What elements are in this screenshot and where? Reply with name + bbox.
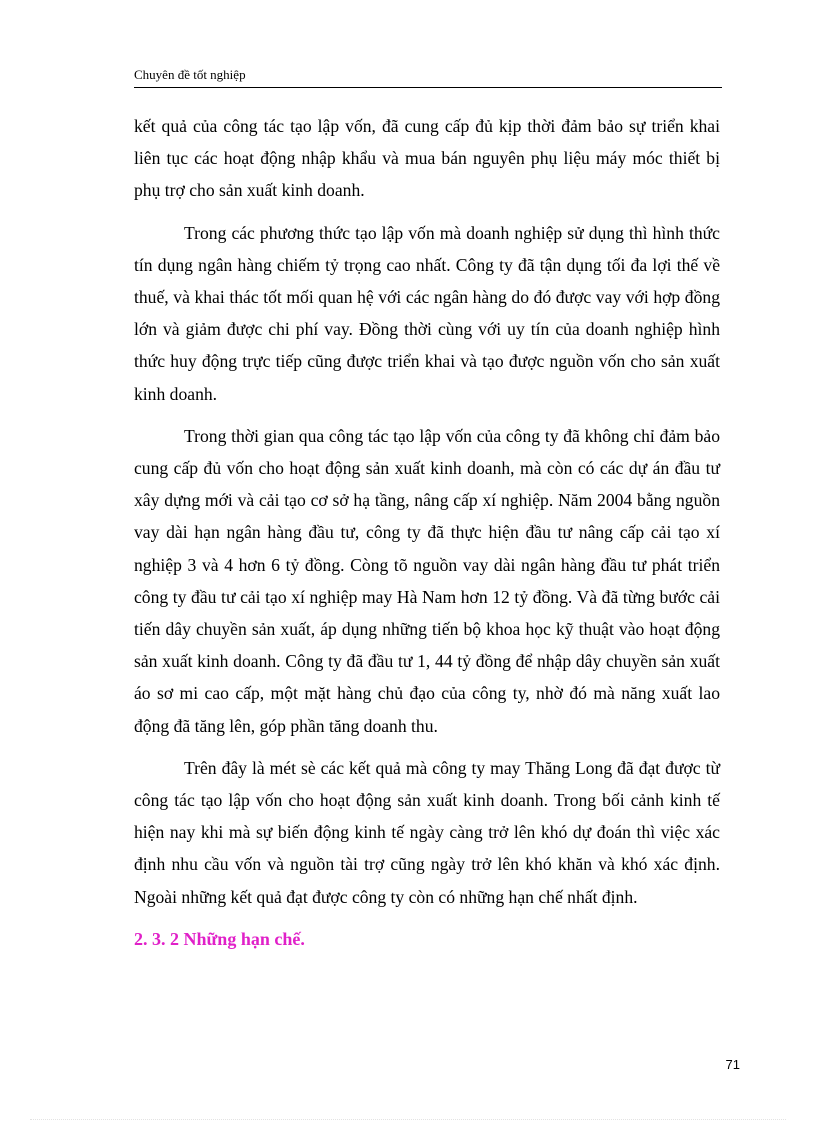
section-heading: 2. 3. 2 Những hạn chế. [134, 928, 305, 949]
body-paragraph: Trên đây là mét sè các kết quả mà công ty may Thăng Long đã đạt được từ công tác tạo lập vốn cho hoạt động sản xuất kinh doanh. Trong bối cảnh kinh tế hiện nay khi mà sự biến động kinh tế ngày càng trở lên khó dự đoán thì việc xác định nhu cầu vốn và nguồn tài trợ cũng ngày trở lên khó khăn và khó xác định. Ngoài những kết quả đạt được công ty còn có những hạn chế nhất định. [134, 757, 720, 907]
body-paragraph: Trong các phương thức tạo lập vốn mà doanh nghiệp sử dụng thì hình thức tín dụng ngân hàng chiếm tỷ trọng cao nhất. Công ty đã tận dụng tối đa lợi thế về thuế, và khai thác tốt mối quan hệ với các ngân hàng do đó được vay với hợp đồng lớn và giảm được chi phí vay. Đồng thời cùng với uy tín của doanh nghiệp hình thức huy động trực tiếp cũng được triển khai và tạo được nguồn vốn cho sản xuất kinh doanh. [134, 222, 720, 404]
body-paragraph: kết quả của công tác tạo lập vốn, đã cung cấp đủ kịp thời đảm bảo sự triển khai liên tục các hoạt động nhập khẩu và mua bán nguyên phụ liệu máy móc thiết bị phụ trợ cho sản xuất kinh doanh. [134, 116, 720, 201]
page-header [134, 66, 722, 88]
page-bottom-divider [30, 1119, 786, 1120]
body-paragraph: Trong thời gian qua công tác tạo lập vốn của công ty đã không chỉ đảm bảo cung cấp đủ vốn cho hoạt động sản xuất kinh doanh, mà còn có các dự án đầu tư xây dựng mới và cải tạo cơ sở hạ tầng, nâng cấp xí nghiệp. Năm 2004 bằng nguồn vay dài hạn ngân hàng đầu tư, công ty đã thực hiện đầu tư nâng cấp cải tạo xí nghiệp 3 và 4 hơn 6 tỷ đồng. Còng tõ nguồn vay dài ngân hàng đầu tư phát triển công ty đầu tư cải tạo xí nghiệp may Hà Nam hơn 12 tỷ đồng. Và đã từng bước cải tiến dây chuyền sản xuất, áp dụng những tiến bộ khoa học kỹ thuật vào hoạt động sản xuất kinh doanh. Công ty đã đầu tư 1, 44 tỷ đồng để nhập dây chuyền sản xuất áo sơ mi cao cấp, một mặt hàng chủ đạo của công ty, nhờ đó mà năng xuất lao động đã tăng lên, góp phần tăng doanh thu. [134, 425, 720, 736]
document-body [134, 110, 720, 955]
page-number: 71 [725, 1057, 740, 1072]
header-title: Chuyên đề tốt nghiệp [134, 67, 246, 82]
